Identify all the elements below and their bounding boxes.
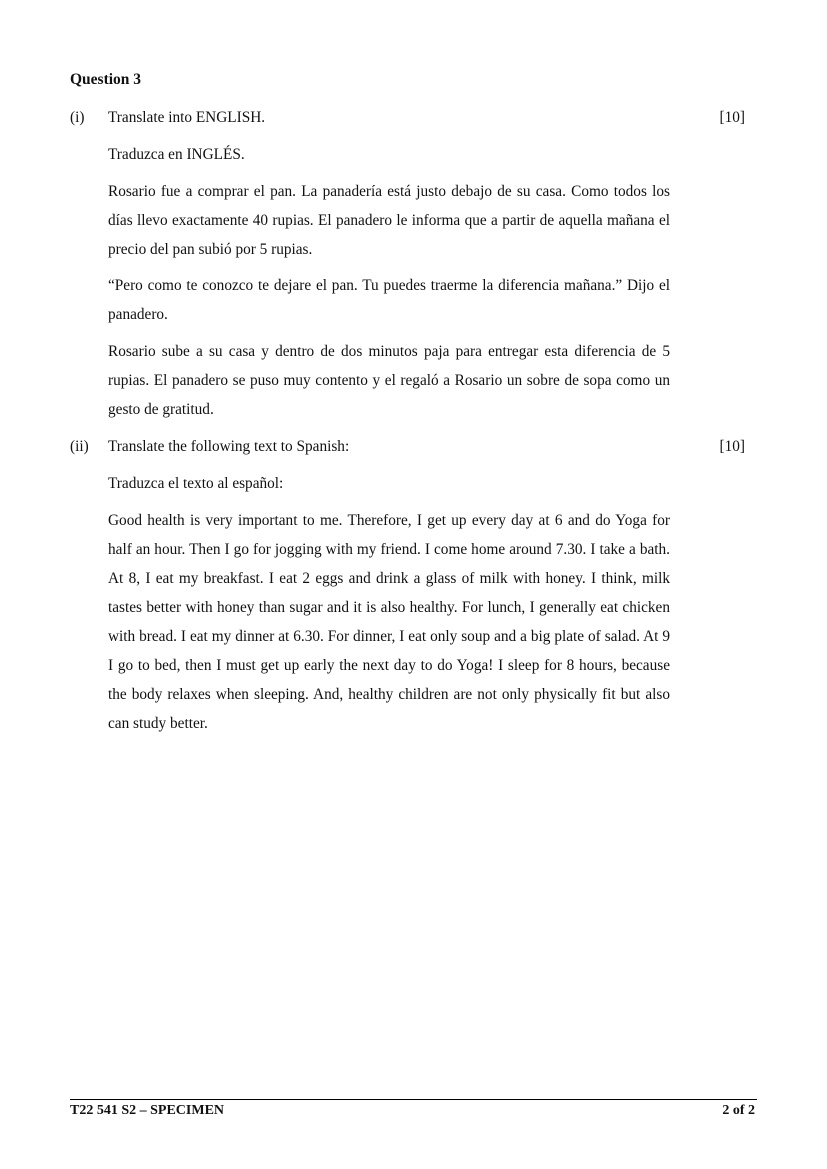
part-ii-marks: [10] [719,438,745,455]
part-ii-instruction-spanish: Traduzca el texto al español: [108,475,284,492]
part-i-instruction-spanish: Traduzca en INGLÉS. [108,146,245,163]
part-ii-header [70,436,745,458]
part-i-instruction: Translate into ENGLISH. [108,109,266,126]
part-ii-number: (ii) [70,438,89,455]
footer-paper-code: T22 541 S2 – SPECIMEN [70,1103,225,1118]
part-i-paragraph-2: “Pero como te conozco te dejare el pan. Tu puedes traerme la diferencia mañana.” Dijo el panadero. [108,277,670,323]
part-i-paragraph-3: Rosario sube a su casa y dentro de dos minutos paja para entregar esta diferencia de 5 rupias. El panadero se puso muy contento y el regaló a Rosario un sobre de sopa como un gesto de gratitud. [108,343,670,418]
footer-divider [70,1099,757,1100]
footer-page-number: 2 of 2 [722,1103,755,1118]
question-title: Question 3 [70,71,142,88]
part-i-header [70,107,745,129]
part-ii-instruction: Translate the following text to Spanish: [108,438,350,455]
part-ii-paragraph: Good health is very important to me. Therefore, I get up every day at 6 and do Yoga for half an hour. Then I go for jogging with my friend. I come home around 7.30. I take a bath. At 8, I eat my breakfast. I eat 2 eggs and drink a glass of milk with honey. I think, milk tastes better with honey than sugar and it is also healthy. For lunch, I generally eat chicken with bread. I eat my dinner at 6.30. For dinner, I eat only soup and a big plate of salad. At 9 I go to bed, then I must get up early the next day to do Yoga! I sleep for 8 hours, because the body relaxes when sleeping. And, healthy children are not only physically fit but also can study better. [108,512,670,732]
part-i-number: (i) [70,109,85,126]
part-i-marks: [10] [719,109,745,126]
part-i-paragraph-1: Rosario fue a comprar el pan. La panadería está justo debajo de su casa. Como todos los días llevo exactamente 40 rupias. El panadero le informa que a partir de aquella mañana el precio del pan subió por 5 rupias. [108,183,670,258]
